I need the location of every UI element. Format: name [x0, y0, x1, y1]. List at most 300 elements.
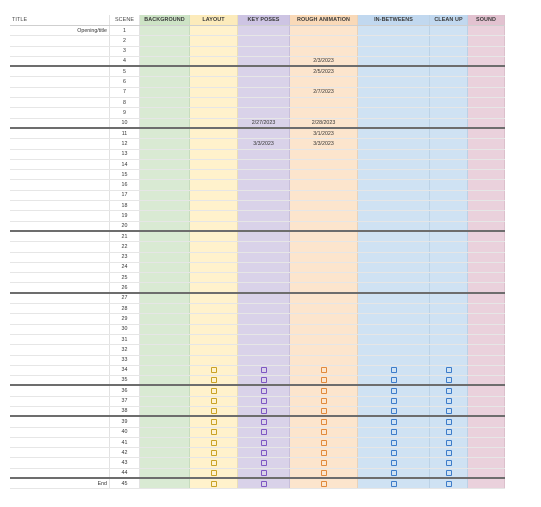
background-cell[interactable] — [140, 211, 190, 220]
empty-checkbox-icon[interactable] — [321, 460, 327, 466]
sound-cell[interactable] — [468, 242, 505, 251]
title-cell[interactable] — [10, 366, 110, 375]
clean-up-cell[interactable] — [430, 469, 468, 477]
empty-checkbox-icon[interactable] — [211, 377, 217, 383]
key-poses-cell[interactable] — [238, 150, 290, 159]
title-cell[interactable] — [10, 98, 110, 107]
title-cell[interactable] — [10, 386, 110, 395]
sound-cell[interactable] — [468, 98, 505, 107]
title-cell[interactable] — [10, 232, 110, 241]
rough-animation-cell[interactable] — [290, 47, 358, 56]
key-poses-cell[interactable] — [238, 386, 290, 395]
background-cell[interactable] — [140, 88, 190, 97]
rough-animation-cell[interactable] — [290, 397, 358, 406]
in-betweens-cell[interactable] — [358, 253, 430, 262]
key-poses-cell[interactable] — [238, 77, 290, 86]
in-betweens-cell[interactable] — [358, 242, 430, 251]
sound-cell[interactable] — [468, 376, 505, 384]
scene-number-cell[interactable] — [110, 67, 140, 76]
empty-checkbox-icon[interactable] — [321, 450, 327, 456]
title-cell[interactable] — [10, 242, 110, 251]
rough-animation-cell[interactable] — [290, 67, 358, 76]
empty-checkbox-icon[interactable] — [211, 460, 217, 466]
title-cell[interactable] — [10, 77, 110, 86]
key-poses-cell[interactable] — [238, 242, 290, 251]
in-betweens-cell[interactable] — [358, 283, 430, 291]
rough-animation-cell[interactable] — [290, 458, 358, 467]
title-cell[interactable] — [10, 448, 110, 457]
layout-cell[interactable] — [190, 273, 238, 282]
in-betweens-cell[interactable] — [358, 191, 430, 200]
scene-number-cell[interactable] — [110, 139, 140, 148]
key-poses-cell[interactable] — [238, 47, 290, 56]
title-cell[interactable] — [10, 67, 110, 76]
title-cell[interactable] — [10, 36, 110, 45]
layout-cell[interactable] — [190, 345, 238, 354]
empty-checkbox-icon[interactable] — [391, 419, 397, 425]
empty-checkbox-icon[interactable] — [261, 419, 267, 425]
in-betweens-cell[interactable] — [358, 366, 430, 375]
empty-checkbox-icon[interactable] — [211, 450, 217, 456]
sound-cell[interactable] — [468, 417, 505, 426]
scene-number-cell[interactable] — [110, 98, 140, 107]
header-in-betweens[interactable]: IN-BETWEENS — [358, 15, 430, 25]
layout-cell[interactable] — [190, 335, 238, 344]
layout-cell[interactable] — [190, 150, 238, 159]
layout-cell[interactable] — [190, 98, 238, 107]
in-betweens-cell[interactable] — [358, 170, 430, 179]
sound-cell[interactable] — [468, 26, 505, 35]
in-betweens-cell[interactable] — [358, 180, 430, 189]
key-poses-cell[interactable] — [238, 438, 290, 447]
layout-cell[interactable] — [190, 119, 238, 127]
empty-checkbox-icon[interactable] — [261, 388, 267, 394]
rough-animation-cell[interactable] — [290, 469, 358, 477]
clean-up-cell[interactable] — [430, 335, 468, 344]
background-cell[interactable] — [140, 98, 190, 107]
scene-number-cell[interactable] — [110, 294, 140, 303]
empty-checkbox-icon[interactable] — [261, 367, 267, 373]
rough-animation-cell[interactable] — [290, 232, 358, 241]
scene-number-cell[interactable] — [110, 458, 140, 467]
layout-cell[interactable] — [190, 407, 238, 415]
empty-checkbox-icon[interactable] — [446, 460, 452, 466]
header-scene[interactable]: SCENE — [110, 15, 140, 25]
scene-number-cell[interactable] — [110, 88, 140, 97]
layout-cell[interactable] — [190, 180, 238, 189]
key-poses-cell[interactable] — [238, 356, 290, 365]
scene-number-cell[interactable] — [110, 283, 140, 291]
clean-up-cell[interactable] — [430, 129, 468, 138]
scene-number-cell[interactable] — [110, 129, 140, 138]
rough-animation-cell[interactable] — [290, 283, 358, 291]
scene-number-cell[interactable] — [110, 26, 140, 35]
title-cell[interactable] — [10, 469, 110, 477]
key-poses-cell[interactable] — [238, 191, 290, 200]
sound-cell[interactable] — [468, 397, 505, 406]
sound-cell[interactable] — [468, 160, 505, 169]
background-cell[interactable] — [140, 119, 190, 127]
key-poses-cell[interactable] — [238, 170, 290, 179]
scene-number-cell[interactable] — [110, 386, 140, 395]
background-cell[interactable] — [140, 438, 190, 447]
title-cell[interactable] — [10, 170, 110, 179]
title-cell[interactable] — [10, 180, 110, 189]
sound-cell[interactable] — [468, 458, 505, 467]
scene-number-cell[interactable] — [110, 366, 140, 375]
scene-number-cell[interactable] — [110, 407, 140, 415]
rough-animation-cell[interactable] — [290, 119, 358, 127]
in-betweens-cell[interactable] — [358, 294, 430, 303]
clean-up-cell[interactable] — [430, 428, 468, 437]
scene-number-cell[interactable] — [110, 232, 140, 241]
empty-checkbox-icon[interactable] — [211, 398, 217, 404]
background-cell[interactable] — [140, 314, 190, 323]
scene-number-cell[interactable] — [110, 263, 140, 272]
layout-cell[interactable] — [190, 57, 238, 65]
clean-up-cell[interactable] — [430, 294, 468, 303]
scene-number-cell[interactable] — [110, 77, 140, 86]
scene-number-cell[interactable] — [110, 314, 140, 323]
empty-checkbox-icon[interactable] — [391, 408, 397, 414]
title-cell[interactable] — [10, 119, 110, 127]
rough-animation-cell[interactable] — [290, 211, 358, 220]
rough-animation-cell[interactable] — [290, 304, 358, 313]
layout-cell[interactable] — [190, 36, 238, 45]
sound-cell[interactable] — [468, 253, 505, 262]
title-cell[interactable] — [10, 108, 110, 117]
in-betweens-cell[interactable] — [358, 222, 430, 230]
in-betweens-cell[interactable] — [358, 88, 430, 97]
sound-cell[interactable] — [468, 180, 505, 189]
layout-cell[interactable] — [190, 417, 238, 426]
layout-cell[interactable] — [190, 356, 238, 365]
background-cell[interactable] — [140, 160, 190, 169]
rough-animation-cell[interactable] — [290, 108, 358, 117]
title-cell[interactable] — [10, 417, 110, 426]
sound-cell[interactable] — [468, 283, 505, 291]
sound-cell[interactable] — [468, 211, 505, 220]
layout-cell[interactable] — [190, 263, 238, 272]
sound-cell[interactable] — [468, 273, 505, 282]
layout-cell[interactable] — [190, 458, 238, 467]
empty-checkbox-icon[interactable] — [321, 398, 327, 404]
scene-number-cell[interactable] — [110, 469, 140, 477]
key-poses-cell[interactable] — [238, 458, 290, 467]
rough-animation-cell[interactable] — [290, 325, 358, 334]
rough-animation-cell[interactable] — [290, 170, 358, 179]
title-cell[interactable] — [10, 47, 110, 56]
clean-up-cell[interactable] — [430, 201, 468, 210]
rough-animation-cell[interactable] — [290, 77, 358, 86]
key-poses-cell[interactable] — [238, 345, 290, 354]
title-cell[interactable] — [10, 345, 110, 354]
rough-animation-cell[interactable] — [290, 242, 358, 251]
title-cell[interactable] — [10, 314, 110, 323]
key-poses-cell[interactable] — [238, 335, 290, 344]
sound-cell[interactable] — [468, 263, 505, 272]
in-betweens-cell[interactable] — [358, 448, 430, 457]
empty-checkbox-icon[interactable] — [211, 470, 217, 476]
layout-cell[interactable] — [190, 438, 238, 447]
scene-number-cell[interactable] — [110, 438, 140, 447]
sound-cell[interactable] — [468, 57, 505, 65]
clean-up-cell[interactable] — [430, 222, 468, 230]
empty-checkbox-icon[interactable] — [211, 388, 217, 394]
in-betweens-cell[interactable] — [358, 211, 430, 220]
empty-checkbox-icon[interactable] — [261, 398, 267, 404]
background-cell[interactable] — [140, 356, 190, 365]
scene-number-cell[interactable] — [110, 222, 140, 230]
scene-number-cell[interactable] — [110, 448, 140, 457]
scene-number-cell[interactable] — [110, 180, 140, 189]
background-cell[interactable] — [140, 469, 190, 477]
layout-cell[interactable] — [190, 139, 238, 148]
sound-cell[interactable] — [468, 469, 505, 477]
in-betweens-cell[interactable] — [358, 438, 430, 447]
clean-up-cell[interactable] — [430, 160, 468, 169]
scene-number-cell[interactable] — [110, 201, 140, 210]
scene-number-cell[interactable] — [110, 170, 140, 179]
clean-up-cell[interactable] — [430, 376, 468, 384]
title-cell[interactable] — [10, 458, 110, 467]
title-cell[interactable] — [10, 222, 110, 230]
in-betweens-cell[interactable] — [358, 160, 430, 169]
background-cell[interactable] — [140, 57, 190, 65]
sound-cell[interactable] — [468, 356, 505, 365]
in-betweens-cell[interactable] — [358, 335, 430, 344]
background-cell[interactable] — [140, 222, 190, 230]
sound-cell[interactable] — [468, 36, 505, 45]
scene-number-cell[interactable] — [110, 108, 140, 117]
clean-up-cell[interactable] — [430, 263, 468, 272]
empty-checkbox-icon[interactable] — [211, 408, 217, 414]
in-betweens-cell[interactable] — [358, 57, 430, 65]
sound-cell[interactable] — [468, 88, 505, 97]
key-poses-cell[interactable] — [238, 304, 290, 313]
clean-up-cell[interactable] — [430, 57, 468, 65]
background-cell[interactable] — [140, 47, 190, 56]
sound-cell[interactable] — [468, 119, 505, 127]
clean-up-cell[interactable] — [430, 211, 468, 220]
background-cell[interactable] — [140, 263, 190, 272]
in-betweens-cell[interactable] — [358, 26, 430, 35]
clean-up-cell[interactable] — [430, 283, 468, 291]
sound-cell[interactable] — [468, 67, 505, 76]
key-poses-cell[interactable] — [238, 407, 290, 415]
scene-number-cell[interactable] — [110, 397, 140, 406]
sound-cell[interactable] — [468, 170, 505, 179]
in-betweens-cell[interactable] — [358, 407, 430, 415]
sound-cell[interactable] — [468, 294, 505, 303]
empty-checkbox-icon[interactable] — [321, 388, 327, 394]
empty-checkbox-icon[interactable] — [321, 419, 327, 425]
key-poses-cell[interactable] — [238, 232, 290, 241]
sound-cell[interactable] — [468, 129, 505, 138]
layout-cell[interactable] — [190, 232, 238, 241]
rough-animation-cell[interactable] — [290, 201, 358, 210]
key-poses-cell[interactable] — [238, 67, 290, 76]
clean-up-cell[interactable] — [430, 150, 468, 159]
header-clean-up[interactable]: CLEAN UP — [430, 15, 468, 25]
rough-animation-cell[interactable] — [290, 139, 358, 148]
scene-number-cell[interactable] — [110, 428, 140, 437]
rough-animation-cell[interactable] — [290, 263, 358, 272]
title-cell[interactable] — [10, 479, 110, 488]
scene-number-cell[interactable] — [110, 304, 140, 313]
layout-cell[interactable] — [190, 242, 238, 251]
empty-checkbox-icon[interactable] — [261, 429, 267, 435]
key-poses-cell[interactable] — [238, 129, 290, 138]
clean-up-cell[interactable] — [430, 366, 468, 375]
rough-animation-cell[interactable] — [290, 273, 358, 282]
background-cell[interactable] — [140, 325, 190, 334]
background-cell[interactable] — [140, 139, 190, 148]
sound-cell[interactable] — [468, 314, 505, 323]
layout-cell[interactable] — [190, 448, 238, 457]
title-cell[interactable] — [10, 283, 110, 291]
layout-cell[interactable] — [190, 88, 238, 97]
scene-number-cell[interactable] — [110, 253, 140, 262]
title-cell[interactable] — [10, 191, 110, 200]
background-cell[interactable] — [140, 36, 190, 45]
sound-cell[interactable] — [468, 47, 505, 56]
sound-cell[interactable] — [468, 428, 505, 437]
empty-checkbox-icon[interactable] — [321, 481, 327, 487]
layout-cell[interactable] — [190, 170, 238, 179]
in-betweens-cell[interactable] — [358, 325, 430, 334]
sound-cell[interactable] — [468, 448, 505, 457]
title-cell[interactable] — [10, 356, 110, 365]
sound-cell[interactable] — [468, 335, 505, 344]
title-cell[interactable] — [10, 428, 110, 437]
key-poses-cell[interactable] — [238, 417, 290, 426]
empty-checkbox-icon[interactable] — [391, 470, 397, 476]
background-cell[interactable] — [140, 180, 190, 189]
rough-animation-cell[interactable] — [290, 294, 358, 303]
header-sound[interactable]: SOUND — [468, 15, 505, 25]
in-betweens-cell[interactable] — [358, 458, 430, 467]
clean-up-cell[interactable] — [430, 304, 468, 313]
empty-checkbox-icon[interactable] — [211, 419, 217, 425]
key-poses-cell[interactable] — [238, 273, 290, 282]
in-betweens-cell[interactable] — [358, 150, 430, 159]
sound-cell[interactable] — [468, 325, 505, 334]
scene-number-cell[interactable] — [110, 325, 140, 334]
key-poses-cell[interactable] — [238, 88, 290, 97]
empty-checkbox-icon[interactable] — [391, 450, 397, 456]
empty-checkbox-icon[interactable] — [211, 367, 217, 373]
title-cell[interactable] — [10, 88, 110, 97]
clean-up-cell[interactable] — [430, 67, 468, 76]
rough-animation-cell[interactable] — [290, 26, 358, 35]
title-cell[interactable] — [10, 57, 110, 65]
title-cell[interactable] — [10, 273, 110, 282]
empty-checkbox-icon[interactable] — [321, 440, 327, 446]
background-cell[interactable] — [140, 366, 190, 375]
title-cell[interactable] — [10, 139, 110, 148]
background-cell[interactable] — [140, 458, 190, 467]
layout-cell[interactable] — [190, 160, 238, 169]
in-betweens-cell[interactable] — [358, 98, 430, 107]
clean-up-cell[interactable] — [430, 448, 468, 457]
scene-number-cell[interactable] — [110, 417, 140, 426]
layout-cell[interactable] — [190, 211, 238, 220]
empty-checkbox-icon[interactable] — [446, 429, 452, 435]
in-betweens-cell[interactable] — [358, 345, 430, 354]
key-poses-cell[interactable] — [238, 222, 290, 230]
rough-animation-cell[interactable] — [290, 36, 358, 45]
empty-checkbox-icon[interactable] — [261, 481, 267, 487]
key-poses-cell[interactable] — [238, 253, 290, 262]
in-betweens-cell[interactable] — [358, 417, 430, 426]
background-cell[interactable] — [140, 386, 190, 395]
rough-animation-cell[interactable] — [290, 129, 358, 138]
key-poses-cell[interactable] — [238, 211, 290, 220]
scene-number-cell[interactable] — [110, 211, 140, 220]
key-poses-cell[interactable] — [238, 448, 290, 457]
in-betweens-cell[interactable] — [358, 108, 430, 117]
in-betweens-cell[interactable] — [358, 36, 430, 45]
scene-number-cell[interactable] — [110, 242, 140, 251]
background-cell[interactable] — [140, 191, 190, 200]
clean-up-cell[interactable] — [430, 479, 468, 488]
scene-number-cell[interactable] — [110, 273, 140, 282]
empty-checkbox-icon[interactable] — [261, 377, 267, 383]
background-cell[interactable] — [140, 232, 190, 241]
in-betweens-cell[interactable] — [358, 201, 430, 210]
rough-animation-cell[interactable] — [290, 448, 358, 457]
rough-animation-cell[interactable] — [290, 428, 358, 437]
layout-cell[interactable] — [190, 304, 238, 313]
layout-cell[interactable] — [190, 191, 238, 200]
empty-checkbox-icon[interactable] — [446, 440, 452, 446]
rough-animation-cell[interactable] — [290, 479, 358, 488]
rough-animation-cell[interactable] — [290, 417, 358, 426]
title-cell[interactable] — [10, 150, 110, 159]
background-cell[interactable] — [140, 26, 190, 35]
empty-checkbox-icon[interactable] — [446, 450, 452, 456]
rough-animation-cell[interactable] — [290, 366, 358, 375]
key-poses-cell[interactable] — [238, 108, 290, 117]
key-poses-cell[interactable] — [238, 98, 290, 107]
background-cell[interactable] — [140, 67, 190, 76]
rough-animation-cell[interactable] — [290, 160, 358, 169]
key-poses-cell[interactable] — [238, 57, 290, 65]
scene-number-cell[interactable] — [110, 479, 140, 488]
in-betweens-cell[interactable] — [358, 397, 430, 406]
key-poses-cell[interactable] — [238, 428, 290, 437]
background-cell[interactable] — [140, 294, 190, 303]
in-betweens-cell[interactable] — [358, 304, 430, 313]
in-betweens-cell[interactable] — [358, 77, 430, 86]
empty-checkbox-icon[interactable] — [446, 388, 452, 394]
rough-animation-cell[interactable] — [290, 222, 358, 230]
rough-animation-cell[interactable] — [290, 407, 358, 415]
title-cell[interactable] — [10, 438, 110, 447]
background-cell[interactable] — [140, 417, 190, 426]
sound-cell[interactable] — [468, 479, 505, 488]
scene-number-cell[interactable] — [110, 356, 140, 365]
clean-up-cell[interactable] — [430, 273, 468, 282]
layout-cell[interactable] — [190, 201, 238, 210]
sound-cell[interactable] — [468, 438, 505, 447]
sound-cell[interactable] — [468, 108, 505, 117]
rough-animation-cell[interactable] — [290, 345, 358, 354]
header-title[interactable]: TITLE — [10, 15, 110, 25]
title-cell[interactable] — [10, 129, 110, 138]
key-poses-cell[interactable] — [238, 263, 290, 272]
